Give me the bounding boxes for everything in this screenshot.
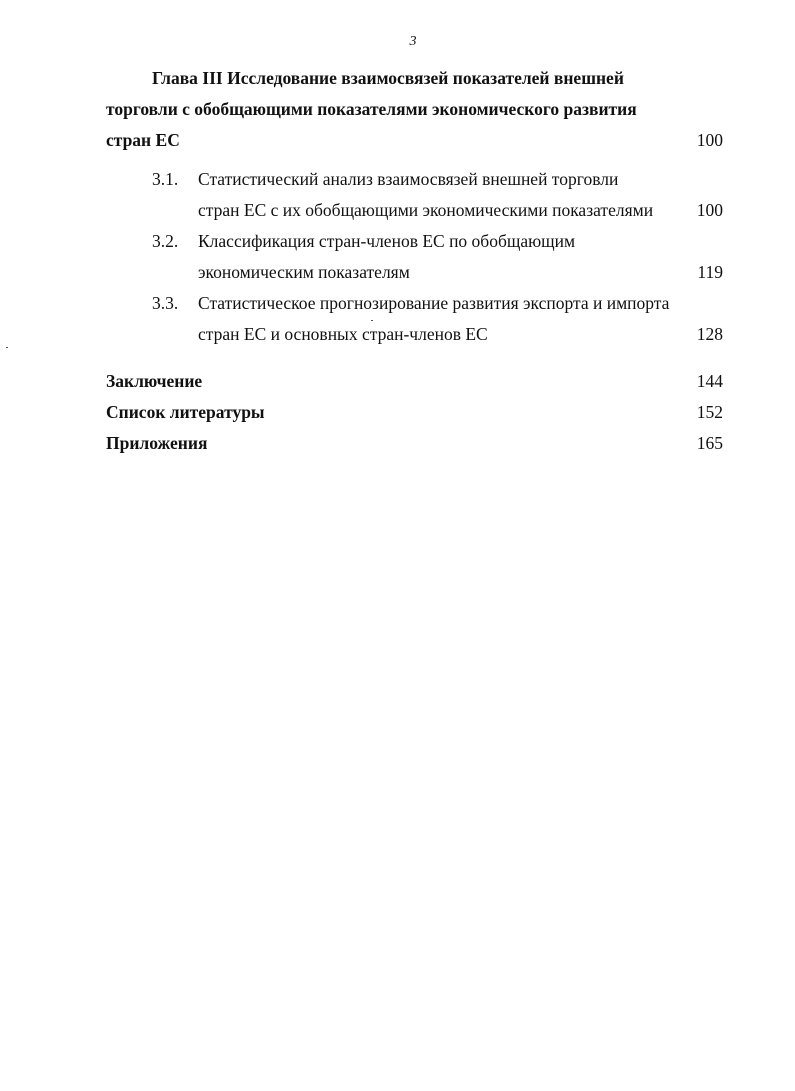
section-title-line-2: стран ЕС с их обобщающими экономическими показателями (198, 200, 654, 220)
entry-title: Приложения (106, 433, 208, 453)
section-number: 3.3. (152, 293, 179, 313)
section-page: 128 (696, 324, 723, 344)
section-number: 3.2. (152, 231, 179, 251)
entry-page: 152 (696, 402, 723, 422)
entry-page: 165 (696, 433, 723, 453)
section-number: 3.1. (152, 169, 179, 189)
chapter-title-line-3: стран ЕС (106, 130, 180, 150)
page-number: 3 (409, 34, 417, 49)
chapter-title-line-1: Глава III Исследование взаимосвязей показателей внешней (152, 68, 624, 88)
chapter-page: 100 (696, 130, 723, 150)
chapter-title-line-2: торговли с обобщающими показателями экономического развития (106, 99, 637, 119)
section-title-line-2: стран ЕС и основных стран-членов ЕС (198, 324, 488, 344)
entry-title: Заключение (106, 371, 203, 391)
section-title-line-1: Статистический анализ взаимосвязей внешней торговли (198, 169, 619, 189)
entry-page: 144 (696, 371, 723, 391)
section-page: 119 (697, 262, 723, 282)
section-title-line-1: Классификация стран-членов ЕС по обобщающим (198, 231, 576, 251)
scan-speck (6, 347, 8, 348)
scan-speck (371, 320, 373, 321)
section-title-line-2: экономическим показателям (198, 262, 410, 282)
entry-title: Список литературы (106, 402, 265, 422)
section-title-line-1: Статистическое прогнозирование развития экспорта и импорта (198, 293, 670, 313)
section-page: 100 (696, 200, 723, 220)
